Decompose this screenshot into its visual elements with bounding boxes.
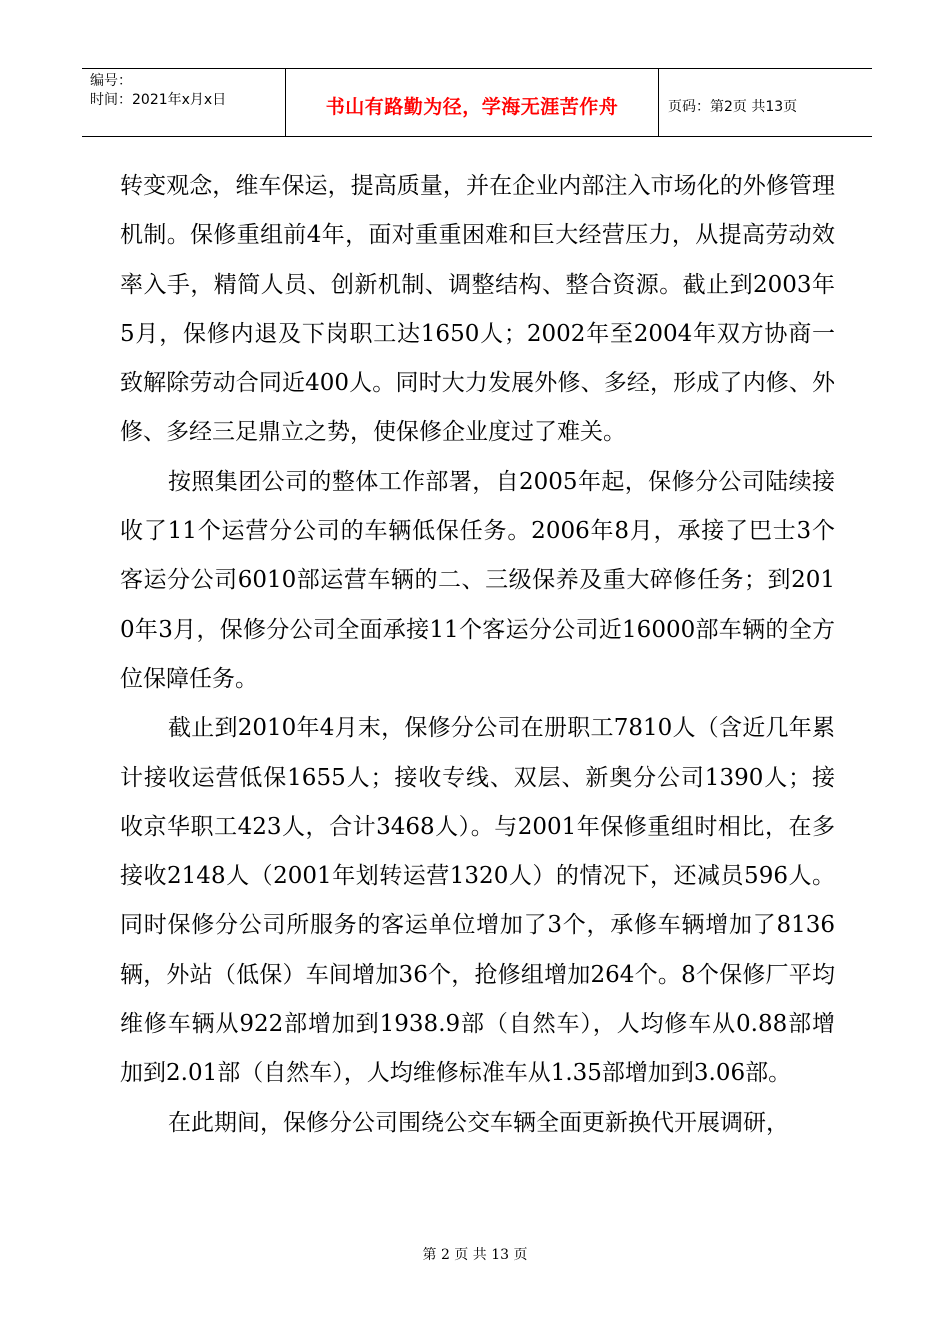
document-body: [120, 162, 835, 1148]
body-paragraph: 按照集团公司的整体工作部署，自2005年起，保修分公司陆续接收了11个运营分公司的车辆低保任务。2006年8月，承接了巴士3个客运分公司6010部运营车辆的二、三级保养及重大碎修任务；到2010年3月，保修分公司全面承接11个客运分公司近16000部车辆的全方位保障任务。: [120, 468, 835, 692]
header-motto-cell: [286, 69, 659, 136]
header-page-cell: [659, 69, 872, 136]
page-footer: [0, 1244, 950, 1264]
document-number-label: 编号：: [90, 73, 132, 89]
footer-page-number: 第 2 页 共 13 页: [422, 1247, 528, 1263]
body-paragraph: 在此期间，保修分公司围绕公交车辆全面更新换代开展调研，: [168, 1109, 789, 1136]
header-meta-cell: [82, 69, 286, 136]
body-paragraph: 转变观念，维车保运，提高质量，并在企业内部注入市场化的外修管理机制。保修重组前4年，面对重重困难和巨大经营压力，从提高劳动效率入手，精简人员、创新机制、调整结构、整合资源。截止到2003年5月，保修内退及下岗职工达1650人；2002年至2004年双方协商一致解除劳动合同近400人。同时大力发展外修、多经，形成了内修、外修、多经三足鼎立之势，使保修企业度过了难关。: [120, 173, 835, 446]
document-time-label: 时间：2021年x月x日: [90, 92, 227, 108]
header-motto: 书山有路勤为径，学海无涯苦作舟: [325, 96, 619, 118]
header-page-info: 页码：第2页 共13页: [668, 98, 798, 115]
document-header: [82, 68, 872, 137]
body-paragraph: 截止到2010年4月末，保修分公司在册职工7810人（含近几年累计接收运营低保1655人；接收专线、双层、新奥分公司1390人；接收京华职工423人，合计3468人）。与2001年保修重组时相比，在多接收2148人（2001年划转运营1320人）的情况下，还减员596人。同时保修分公司所服务的客运单位增加了3个，承修车辆增加了8136辆，外站（低保）车间增加36个，抢修组增加264个。8个保修厂平均维修车辆从922部增加到1938.9部（自然车），人均修车从0.88部增加到2.01部（自然车），人均维修标准车从1.35部增加到3.06部。: [120, 715, 835, 1087]
